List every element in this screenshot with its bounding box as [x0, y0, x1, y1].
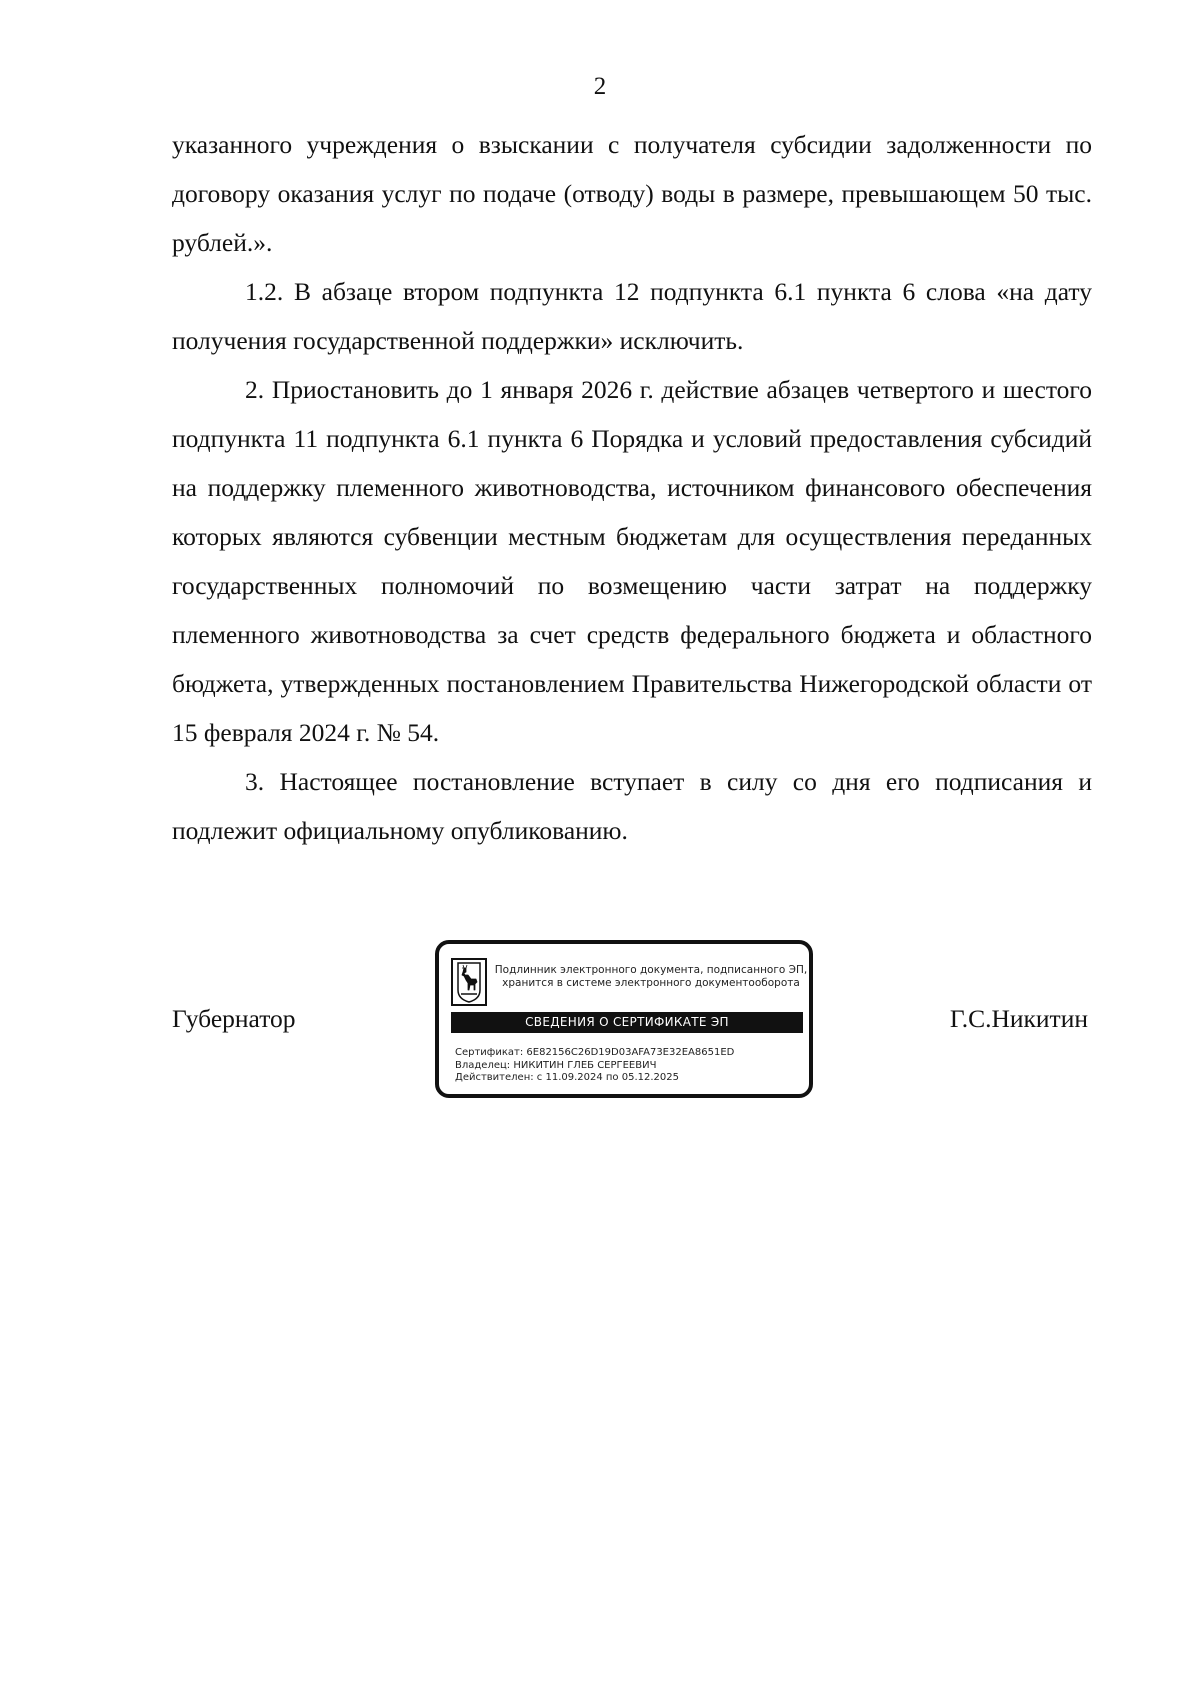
coat-of-arms-deer-icon — [451, 958, 487, 1006]
document-body — [172, 120, 1092, 855]
paragraph-1-2: 1.2. В абзаце втором подпункта 12 подпункта 6.1 пункта 6 слова «на дату получения государственной поддержки» исключить. — [172, 277, 1092, 355]
paragraph-3: 3. Настоящее постановление вступает в силу со дня его подписания и подлежит официальному опубликованию. — [172, 767, 1092, 845]
signature-block — [172, 940, 1092, 1110]
certificate-number: Сертификат: 6E82156C26D19D03AFA73E32EA8651ED — [455, 1047, 735, 1058]
electronic-signature-stamp — [435, 940, 813, 1098]
certificate-owner: Владелец: НИКИТИН ГЛЕБ СЕРГЕЕВИЧ — [455, 1059, 657, 1071]
certificate-info-bar: СВЕДЕНИЯ О СЕРТИФИКАТЕ ЭП — [451, 1012, 803, 1033]
stamp-header — [493, 964, 809, 990]
stamp-header-line2: хранится в системе электронного документооборота — [502, 977, 800, 989]
stamp-header-line1: Подлинник электронного документа, подписанного ЭП, — [494, 964, 808, 976]
page-number: 2 — [593, 73, 607, 100]
certificate-details — [455, 1047, 805, 1085]
paragraph-continuation: указанного учреждения о взыскании с получателя субсидии задолженности по договору оказания услуг по подаче (отводу) воды в размере, превышающем 50 тыс. рублей.». — [172, 130, 1092, 257]
certificate-validity: Действителен: с 11.09.2024 по 05.12.2025 — [455, 1072, 679, 1083]
signatory-name: Г.С.Никитин — [949, 1004, 1088, 1033]
signatory-title: Губернатор — [172, 1004, 296, 1033]
paragraph-2: 2. Приостановить до 1 января 2026 г. действие абзацев четвертого и шестого подпункта 11 подпункта 6.1 пункта 6 Порядка и условий предоставления субсидий на поддержку племенного животноводства, источником финансового обеспечения которых являются субвенции местным бюджетам для осуществления переданных государственных полномочий по возмещению части затрат на поддержку племенного животноводства за счет средств федерального бюджета и областного бюджета, утвержденных постановлением Правительства Нижегородской области от 15 февраля 2024 г. № 54. — [172, 375, 1092, 747]
